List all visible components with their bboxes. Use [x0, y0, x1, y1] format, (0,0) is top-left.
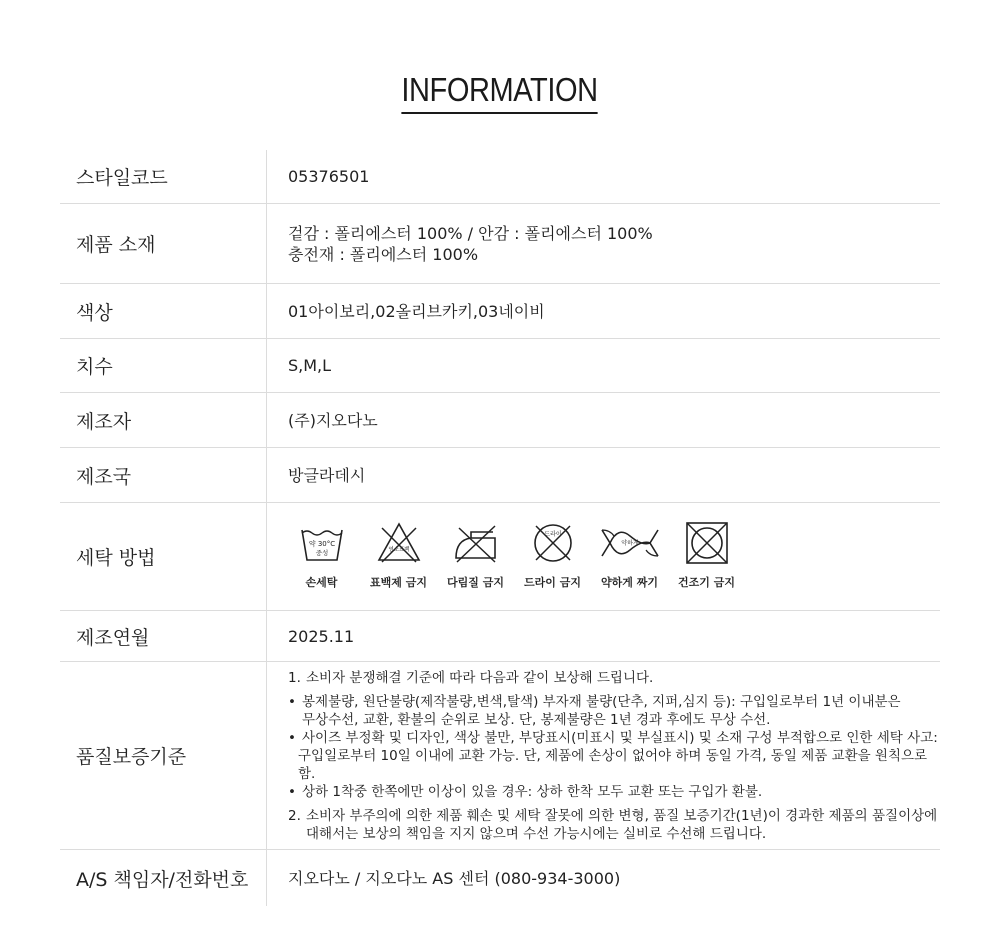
quality-text: 봉제불량, 원단불량(제작불량,변색,탈색) 부자재 불량(단추, 지퍼,심지 등): 구입일로부터 1년 이내분은	[302, 693, 901, 710]
page-title	[0, 70, 1000, 114]
table-row	[60, 448, 940, 503]
care-item	[668, 520, 745, 593]
no-bleach-text: 염소표백	[387, 547, 410, 553]
row-label: A/S 책임자/전화번호	[60, 850, 267, 906]
table-row	[60, 150, 940, 204]
care-icons	[283, 520, 940, 593]
material-line-2: 충전재 : 폴리에스터 100%	[288, 244, 479, 264]
hand-wash-icon	[299, 520, 345, 566]
quality-text: 사이즈 부정확 및 디자인, 색상 불만, 부당표시(미표시 및 부실표시) 및 소재 구성 부적합으로 인한 세탁 사고:	[302, 729, 938, 746]
no-dry-clean-text: 드라이	[543, 531, 562, 538]
row-label: 제조국	[60, 448, 267, 502]
table-row	[60, 662, 940, 850]
bullet-marker: •	[288, 729, 296, 746]
care-caption: 손세탁	[305, 576, 338, 589]
no-tumble-dry-icon	[684, 520, 730, 566]
row-label: 제조자	[60, 393, 267, 447]
table-row	[60, 850, 940, 906]
table-row	[60, 284, 940, 339]
quality-text: 상하 1착중 한쪽에만 이상이 있을 경우: 상하 한착 모두 교환 또는 구입가 환불.	[302, 783, 763, 800]
quality-text: 구입일로부터 10일 이내에 교환 가능. 단, 제품에 손상이 없어야 하며 동일 가격, 동일 제품 교환을 원칙으로 함.	[298, 747, 928, 782]
bullet-marker: •	[288, 693, 296, 710]
table-row	[60, 393, 940, 448]
care-caption: 약하게 짜기	[601, 576, 658, 589]
row-label: 스타일코드	[60, 150, 267, 203]
quality-bullet-2	[288, 729, 940, 783]
gentle-wring-text: 약하게	[620, 540, 639, 547]
quality-item-2	[288, 807, 940, 843]
style-code-value: 05376501	[288, 167, 370, 186]
row-label: 세탁 방법	[60, 503, 267, 610]
row-label: 제조연월	[60, 611, 267, 661]
title-text: INFORMATION	[402, 70, 598, 114]
row-label: 치수	[60, 339, 267, 392]
as-value: 지오다노 / 지오다노 AS 센터 (080-934-3000)	[288, 868, 621, 888]
row-label: 제품 소재	[60, 204, 267, 283]
row-label: 품질보증기준	[60, 662, 267, 849]
care-item	[360, 520, 437, 593]
info-table	[60, 150, 940, 906]
maker-value: (주)지오다노	[288, 410, 378, 430]
care-caption: 표백제 금지	[370, 576, 427, 589]
quality-text: 무상수선, 교환, 환불의 순위로 보상. 단, 봉제불량은 1년 경과 후에도 무상 수선.	[302, 711, 771, 728]
table-row	[60, 339, 940, 393]
number-marker: 1.	[288, 669, 301, 686]
size-value: S,M,L	[288, 356, 332, 375]
quality-item-1	[288, 669, 940, 687]
no-iron-icon	[453, 520, 499, 566]
care-caption: 다림질 금지	[447, 576, 504, 589]
quality-text: 소비자 부주의에 의한 제품 훼손 및 세탁 잘못에 의한 변형, 품질 보증기간(1년)이 경과한 제품의 품질이상에	[306, 807, 938, 824]
table-row	[60, 611, 940, 662]
material-line-1: 겉감 : 폴리에스터 100% / 안감 : 폴리에스터 100%	[288, 223, 653, 243]
care-item	[437, 520, 514, 593]
quality-bullet-1	[288, 693, 940, 729]
row-label: 색상	[60, 284, 267, 338]
hand-wash-text-1: 약 30°C	[308, 540, 335, 548]
care-caption: 건조기 금지	[678, 576, 735, 589]
care-item	[283, 520, 360, 593]
quality-text: 대해서는 보상의 책임을 지지 않으며 수선 가능시에는 실비로 수선해 드립니다.	[306, 825, 767, 842]
quality-text: 소비자 분쟁해결 기준에 따라 다음과 같이 보상해 드립니다.	[306, 669, 654, 686]
country-value: 방글라데시	[288, 465, 366, 485]
quality-bullet-3	[288, 783, 940, 801]
bullet-marker: •	[288, 783, 296, 800]
hand-wash-text-2: 중성	[315, 549, 328, 557]
no-dry-clean-icon	[530, 520, 576, 566]
color-value: 01아이보리,02올리브카키,03네이비	[288, 301, 545, 321]
date-value: 2025.11	[288, 626, 355, 646]
table-row	[60, 503, 940, 611]
table-row	[60, 204, 940, 284]
care-item	[514, 520, 591, 593]
care-caption: 드라이 금지	[524, 576, 581, 589]
gentle-wring-icon	[600, 520, 660, 566]
care-item	[591, 520, 668, 593]
number-marker: 2.	[288, 807, 301, 824]
no-bleach-icon	[376, 520, 422, 566]
